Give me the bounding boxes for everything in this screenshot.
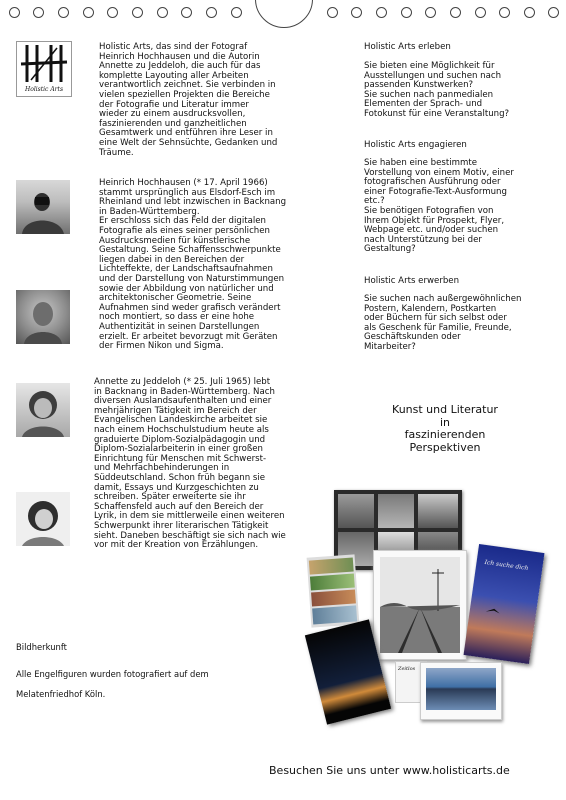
bildherkunft-label: Bildherkunft: [16, 642, 67, 652]
intro-text: Holistic Arts, das sind der Fotograf Heinrich Hochhausen und die Autorin Annette zu Jeddeloh, die auch für das komplette Layouting aller Arbeiten verantwortlich zeichnet. Sie verbinden in vielen speziellen Projekten die Bereiche der Fotografie und Literatur immer wieder zu einem ausdrucksvollen, faszinierenden und ganzheitlichen Gesamtwerk und entführen ihre Leser in eine Welt der Sehnsüchte, Gedanken und Träume.: [99, 42, 278, 158]
binding-hole: [401, 7, 412, 18]
website-link[interactable]: Besuchen Sie uns unter www.holisticarts.de: [269, 764, 510, 777]
annette-bio: Annette zu Jeddeloh (* 25. Juli 1965) lebt in Backnang in Baden-Württemberg. Nach diversen Auslandsaufenthalten und einer mehrjährigen Tätigkeit im Bereich der Evangelischen Landeskirche arbeitet sie nach einem Hochschulstudium heute als graduierte Diplom-Sozialpädagogin und Diplom-Sozialarbeiterin in einer großen Einrichtung für Menschen mit Schwerst- und Mehrfachbehinderungen in Süddeutschland. Schon früh begann sie damit, Essays und Kurzgeschichten zu schreiben. Später erweiterte sie ihr Schaffensfeld auch auf den Bereich der Lyrik, in dem sie mittlerweile einen weiteren Schwerpunkt ihrer literarischen Tätigkeit sieht. Daneben beschäftigt sie sich nach wie vor mit der Kreation von Erzählungen.: [94, 377, 286, 551]
section-body-erleben: Sie bieten eine Möglichkeit für Ausstellungen und suchen nach passenden Kunstwerken? Sie suchen nach panmedialen Elementen der Sprach- und Fotokunst für eine Veranstaltung?: [364, 61, 510, 119]
photographer-figure: [16, 180, 70, 234]
photo-annette-portrait: [16, 383, 70, 437]
section-title-engagieren: Holistic Arts engagieren: [364, 140, 467, 150]
binding-hole: [425, 7, 436, 18]
binding-holes: [0, 0, 566, 30]
holistic-arts-logo: [16, 41, 72, 97]
collage-lake-print: [420, 662, 502, 720]
section-body-erwerben: Sie suchen nach außergewöhnlichen Postern, Kalendern, Postkarten oder Büchern für sich selbst oder als Geschenk für Familie, Freunde, Geschäftskunden oder Mitarbeiter?: [364, 294, 522, 352]
portrait-figure: [16, 492, 70, 546]
binding-hole: [107, 7, 118, 18]
logo-h-mark: [17, 42, 71, 86]
binding-hole: [157, 7, 168, 18]
binding-hole: [132, 7, 143, 18]
bildherkunft-line-1: Alle Engelfiguren wurden fotografiert auf dem: [16, 669, 209, 679]
logo-caption: Holistic Arts: [24, 86, 64, 93]
photo-heinrich-portrait: [16, 290, 70, 344]
binding-hole: [327, 7, 338, 18]
section-title-erwerben: Holistic Arts erwerben: [364, 276, 460, 286]
binding-hole: [33, 7, 44, 18]
binding-hole: [475, 7, 486, 18]
binding-hole: [524, 7, 535, 18]
binding-hole: [499, 7, 510, 18]
binding-hole: [181, 7, 192, 18]
portrait-figure: [16, 290, 70, 344]
heinrich-bio: Heinrich Hochhausen (* 17. April 1966) stammt ursprünglich aus Elsdorf-Esch im Rheinland und lebt inzwischen in Backnang in Baden-Württemberg. Er erschloss sich das Feld der digitalen Fotografie als eines seiner persönlichen Ausdrucksmedien für künstlerische Gestaltung. Seine Schaffensschwerpunkte liegen dabei in den Bereichen der Lichteffekte, der Landschaftsaufnahmen und der Darstellung von Naturstimmungen sowie der Abbildung von natürlicher und architektonischer Geometrie. Seine Aufnahmen sind weder grafisch verändert noch montiert, so dass er eine hohe Authentizität in seinen Darstellungen erzielt. Er arbeitet bevorzugt mit Geräten der Firmen Nikon und Sigma.: [99, 178, 287, 352]
binding-hole: [9, 7, 20, 18]
binding-hole: [83, 7, 94, 18]
collage-book-blue: [464, 544, 545, 664]
bildherkunft-line-2: Melatenfriedhof Köln.: [16, 689, 106, 699]
binding-hole: [231, 7, 242, 18]
binding-hole: [58, 7, 69, 18]
section-title-erleben: Holistic Arts erleben: [364, 42, 451, 52]
bird-icon: [464, 544, 545, 664]
book-title: Ich suche dich: [484, 558, 529, 573]
binding-hole: [351, 7, 362, 18]
section-body-engagieren: Sie haben eine bestimmte Vorstellung von einem Motiv, einer fotografischen Ausführung oder einer Fotografie-Text-Ausformung etc.? Sie benötigen Fotografien von Ihrem Objekt für Prospekt, Flyer, Webpage etc. und/oder suchen nach Unterstützung bei der Gestaltung?: [364, 158, 514, 255]
binding-hole: [206, 7, 217, 18]
portrait-figure: [16, 383, 70, 437]
railroad-photo: [374, 551, 466, 659]
hanger-notch: [255, 0, 313, 28]
product-collage: [305, 486, 555, 726]
binding-hole: [450, 7, 461, 18]
kunst-tagline: Kunst und Literatur in faszinierenden Perspektiven: [392, 403, 498, 454]
collage-postcards: [307, 554, 360, 627]
collage-railroad-print: [373, 550, 467, 660]
photo-annette-smiling: [16, 492, 70, 546]
card-title: Zeitlos: [398, 666, 416, 672]
binding-hole: [376, 7, 387, 18]
binding-hole: [548, 7, 559, 18]
photo-heinrich-camera: [16, 180, 70, 234]
